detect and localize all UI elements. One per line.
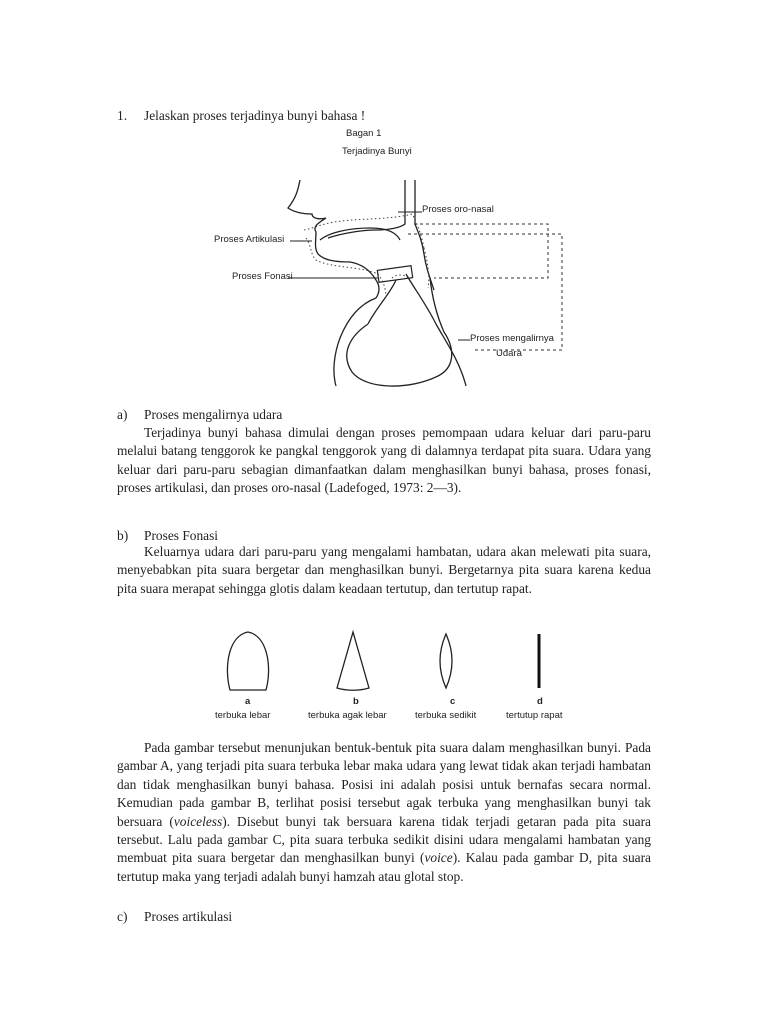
caption-c: terbuka sedikit bbox=[415, 710, 477, 721]
label-artikulasi: Proses Artikulasi bbox=[214, 234, 285, 245]
letter-b: b bbox=[353, 696, 359, 707]
section-b-body bbox=[117, 543, 651, 598]
explanation-text bbox=[117, 739, 651, 886]
label-udara: Udara bbox=[496, 348, 522, 359]
caption-d: tertutup rapat bbox=[506, 710, 563, 721]
shape-c bbox=[440, 634, 452, 688]
letter-a: a bbox=[245, 696, 251, 707]
vocal-fold-shapes bbox=[210, 628, 580, 694]
section-a-body bbox=[117, 424, 651, 498]
explanation-part3: ). Kalau pada gambar D, pita suara tertutup maka yang terjadi adalah bunyi hamzah atau glotal stop. bbox=[117, 850, 651, 884]
letter-c: c bbox=[450, 696, 456, 707]
section-b-marker: b) bbox=[117, 528, 129, 543]
label-mengalir: Proses mengalirnya bbox=[470, 333, 554, 344]
explanation-part2: ). Disebut bunyi tak bersuara karena tidak terjadi getaran pada pita suara tersebut. Lalu pada gambar C, pita suara terbuka sedikit disini udara mengalami hambatan yang membuat pita suara bergetar dan menghasilkan bunyi ( bbox=[117, 813, 651, 866]
section-a-heading: Proses mengalirnya udara bbox=[144, 407, 283, 422]
explanation-paragraph bbox=[117, 739, 651, 886]
explanation-part1: Pada gambar tersebut menunjukan bentuk-bentuk pita suara dalam menghasilkan bunyi. Pada gambar A, yang terjadi pita suara terbuka lebar maka udara yang lewat tidak akan terjadi hambatan dan tidak menghasilkan bunyi bahasa. Posisi ini adalah posisi untuk bernafas secara normal. Kemudian pada gambar B, terlihat posisi tersebut agak terbuka yang menghasilkan bunyi tak bersuara ( bbox=[117, 740, 651, 829]
diagram-subtitle: Terjadinya Bunyi bbox=[342, 146, 412, 157]
caption-b: terbuka agak lebar bbox=[308, 710, 387, 721]
section-c-heading: Proses artikulasi bbox=[144, 909, 233, 924]
section-b-paragraph: Keluarnya udara dari paru-paru yang mengalami hambatan, udara akan melewati pita suara, menyebabkan pita suara bergetar dan menghasilkan bunyi. Bergetarnya pita suara karena kedua pita suara merapat sehingga glotis dalam keadaan tertutup, dan tertutup rapat. bbox=[117, 544, 651, 596]
section-a-marker: a) bbox=[117, 407, 128, 422]
caption-a: terbuka lebar bbox=[215, 710, 271, 721]
shape-a bbox=[227, 632, 268, 690]
section-a-paragraph: Terjadinya bunyi bahasa dimulai dengan proses pemompaan udara keluar dari paru-paru melalui batang tenggorok ke pangkal tenggorok yang di dalamnya terdapat pita suara. Udara yang keluar dari paru-paru sebagian dimanfaatkan dalam menghasilkan bunyi bahasa, proses fonasi, proses artikulasi, dan proses oro-nasal (Ladefoged, 1973: 2—3). bbox=[117, 425, 651, 496]
diagram-title: Bagan 1 bbox=[346, 128, 382, 139]
term-voice: voice bbox=[424, 850, 453, 866]
section-c-marker: c) bbox=[117, 909, 128, 924]
question-number: 1. bbox=[117, 108, 128, 123]
vocal-fold-figure bbox=[210, 628, 580, 724]
speech-production-diagram bbox=[200, 128, 570, 390]
question-text: Jelaskan proses terjadinya bunyi bahasa ! bbox=[144, 108, 366, 123]
label-fonasi: Proses Fonasi bbox=[232, 271, 293, 282]
letter-d: d bbox=[537, 696, 543, 707]
shape-b bbox=[337, 632, 369, 690]
term-voiceless: voiceless bbox=[173, 813, 223, 829]
section-b-heading: Proses Fonasi bbox=[144, 528, 219, 543]
label-oro-nasal: Proses oro-nasal bbox=[422, 204, 494, 215]
